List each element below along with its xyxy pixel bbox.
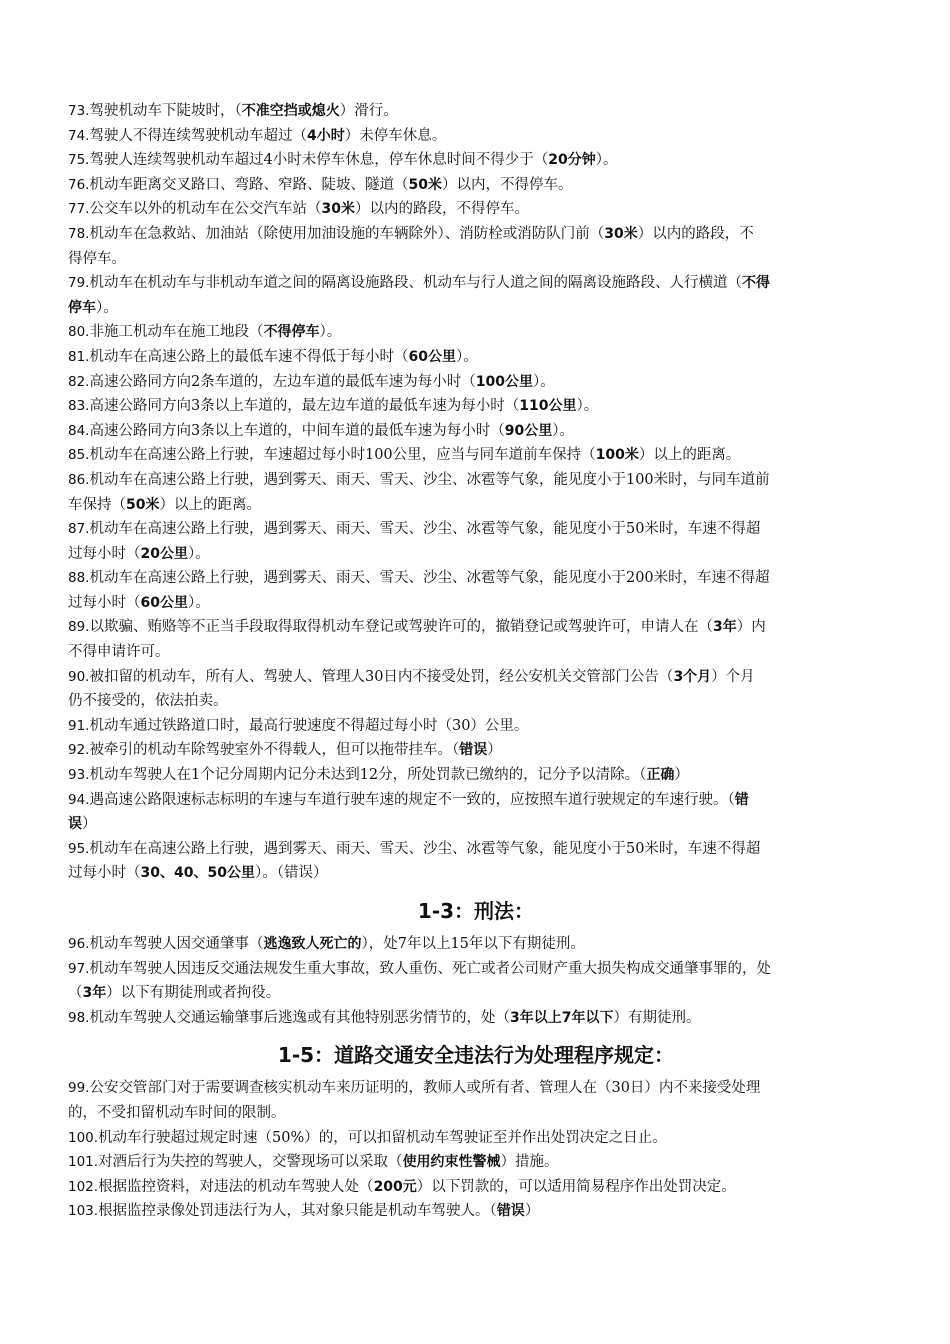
answer-bold: 60公里	[408, 348, 456, 365]
item-line	[68, 957, 884, 982]
item-text: 被牵引的机动车除驾驶室外不得载人，但可以拖带挂车。（	[89, 742, 460, 759]
item-number: 102.	[68, 1178, 99, 1195]
answer-bold: 100公里	[475, 373, 533, 390]
item-number: 98.	[68, 1009, 90, 1026]
item-text: 驾驶机动车下陡坡时，（	[89, 103, 242, 119]
item-text: ）以下有期徒刑或者拘役。	[106, 985, 281, 1002]
item-number: 101.	[68, 1154, 99, 1171]
item-text: 机动车驾驶人交通运输肇事后逃逸或有其他特别恶劣情节的，处（	[89, 1009, 510, 1026]
item-text: 根据监控录像处罚违法行为人，其对象只能是机动车驾驶人。（	[98, 1203, 497, 1220]
item-text: ）。	[455, 348, 478, 365]
item-number: 81.	[68, 348, 90, 365]
answer-bold: 3年	[712, 619, 737, 636]
list-item	[68, 1126, 884, 1151]
item-text: ）。	[595, 152, 618, 169]
item-text: 机动车驾驶人因违反交通法规发生重大事故，致人重伤、死亡或者公司财产重大损失构成交通肇事罪的，处	[89, 960, 771, 977]
list-item	[68, 615, 884, 664]
answer-bold: 不得	[741, 275, 770, 292]
item-text: ）。	[319, 324, 342, 341]
item-text: 机动车在急救站、加油站（除使用加油设施的车辆除外）、消防栓或消防队门前（	[89, 225, 605, 242]
item-line	[68, 320, 884, 345]
answer-bold: 30米	[604, 225, 638, 242]
list-item	[68, 788, 884, 837]
item-line	[68, 173, 884, 198]
item-line	[68, 370, 884, 395]
item-line	[68, 1076, 884, 1101]
item-text: ）。	[187, 594, 210, 611]
list-item	[68, 1150, 884, 1175]
list-item	[68, 173, 884, 198]
item-number: 94.	[68, 791, 90, 808]
item-text: 机动车在高速公路上行驶，遇到雾天、雨天、雪天、沙尘、冰雹等气象，能见度小于50米时，车速不得超	[89, 521, 761, 538]
answer-bold: 90公里	[504, 422, 553, 439]
answer-bold: 误	[68, 816, 82, 833]
answer-bold: 使用约束性警械	[402, 1154, 501, 1171]
item-text: 车保持（	[68, 496, 126, 513]
item-text: 对酒后行为失控的驾驶人，交警现场可以采取（	[98, 1154, 403, 1171]
item-text: 的，不受扣留机动车时间的限制。	[68, 1104, 286, 1121]
list-item	[68, 837, 884, 886]
item-line	[68, 345, 884, 370]
item-text: 得停车。	[68, 250, 126, 267]
list-item	[68, 517, 884, 566]
list-item	[68, 1006, 884, 1031]
item-line	[68, 394, 884, 419]
item-text: 不得申请许可。	[68, 644, 170, 661]
item-line	[68, 591, 884, 616]
item-number: 73.	[68, 103, 90, 119]
item-text: ）以内的路段，不得停车。	[354, 201, 529, 218]
section-heading-criminal-law: 1-3：刑法：	[417, 899, 535, 923]
list-item	[68, 738, 884, 763]
list-item	[68, 99, 884, 124]
item-number: 89.	[68, 619, 90, 636]
item-number: 76.	[68, 176, 90, 193]
item-text: 机动车在高速公路上行驶，遇到雾天、雨天、雪天、沙尘、冰雹等气象，能见度小于100米时，与同车道前	[89, 471, 770, 488]
answer-bold: 50米	[126, 496, 160, 513]
item-text: 驾驶人连续驾驶机动车超过4小时未停车休息，停车休息时间不得少于（	[89, 152, 549, 169]
item-text: 以欺骗、贿赂等不正当手段取得取得机动车登记或驾驶许可的，撤销登记或驾驶许可，申请人在（	[89, 619, 713, 636]
item-number: 87.	[68, 521, 90, 538]
item-text: ）。	[576, 398, 599, 415]
item-text: ）以上的距离。	[159, 496, 261, 513]
section-procedure	[68, 1076, 884, 1224]
section-traffic-rules	[68, 99, 884, 886]
item-number: 99.	[68, 1080, 90, 1097]
answer-bold: 30、40、50公里	[140, 865, 255, 882]
item-line	[68, 763, 884, 788]
item-number: 82.	[68, 373, 90, 390]
list-item	[68, 419, 884, 444]
item-text: 公交车以外的机动车在公交汽车站（	[89, 201, 322, 218]
list-item	[68, 1076, 884, 1125]
item-text: 机动车在高速公路上行驶，遇到雾天、雨天、雪天、沙尘、冰雹等气象，能见度小于200米时，车速不得超	[89, 570, 770, 587]
item-text: 高速公路同方向3条以上车道的，最左边车道的最低车速为每小时（	[89, 398, 520, 415]
item-line	[68, 124, 884, 149]
item-number: 93.	[68, 767, 90, 784]
item-text: 机动车通过铁路道口时，最高行驶速度不得超过每小时（30）公里。	[89, 717, 529, 734]
item-text: 机动车行驶超过规定时速（50%）的，可以扣留机动车驾驶证至并作出处罚决定之日止。	[98, 1129, 667, 1146]
item-text: 机动车距离交叉路口、弯路、窄路、陡坡、隧道（	[89, 176, 409, 193]
item-text: （	[68, 985, 83, 1002]
item-number: 77.	[68, 201, 90, 218]
answer-bold: 110公里	[519, 398, 577, 415]
list-item	[68, 271, 884, 320]
list-item	[68, 222, 884, 271]
answer-bold: 60公里	[140, 594, 188, 611]
item-line	[68, 296, 884, 321]
item-text: ）	[674, 767, 689, 784]
item-text: ）有期徒刑。	[613, 1009, 701, 1026]
item-text: 遇高速公路限速标志标明的车速与车道行驶车速的规定不一致的，应按照车道行驶规定的车速行驶。（	[89, 791, 735, 808]
item-line	[68, 222, 884, 247]
item-line	[68, 1006, 884, 1031]
answer-bold: 4小时	[306, 127, 345, 144]
list-item	[68, 468, 884, 517]
item-number: 75.	[68, 152, 90, 169]
item-text: ）。	[532, 373, 555, 390]
answer-bold: 正确	[646, 767, 675, 784]
list-item	[68, 148, 884, 173]
item-number: 88.	[68, 570, 90, 587]
item-number: 90.	[68, 668, 90, 685]
answer-bold: 200元	[373, 1178, 417, 1195]
item-text: 过每小时（	[68, 594, 141, 611]
item-text: 高速公路同方向3条以上车道的，中间车道的最低车速为每小时（	[89, 422, 505, 439]
item-text: ）	[82, 816, 97, 833]
item-text: 过每小时（	[68, 545, 141, 562]
item-text: 非施工机动车在施工地段（	[89, 324, 264, 341]
item-line	[68, 197, 884, 222]
answer-bold: 3个月	[673, 668, 712, 685]
item-number: 78.	[68, 225, 90, 242]
item-line	[68, 738, 884, 763]
item-line	[68, 714, 884, 739]
item-line	[68, 981, 884, 1006]
item-line	[68, 566, 884, 591]
item-line	[68, 932, 884, 957]
list-item	[68, 124, 884, 149]
list-item	[68, 714, 884, 739]
section-heading-procedure: 1-5：道路交通安全违法行为处理程序规定：	[277, 1043, 675, 1068]
item-number: 96.	[68, 936, 90, 952]
item-number: 97.	[68, 960, 90, 977]
item-number: 79.	[68, 275, 90, 292]
answer-bold: 错误	[459, 742, 488, 759]
item-text: 驾驶人不得连续驾驶机动车超过（	[89, 127, 307, 144]
item-text: 机动车在机动车与非机动车道之间的隔离设施路段、机动车与行人道之间的隔离设施路段、人行横道（	[89, 275, 742, 292]
section-criminal-law	[68, 932, 884, 1030]
list-item	[68, 566, 884, 615]
item-line	[68, 443, 884, 468]
item-text: ）。	[552, 422, 574, 439]
item-text: 机动车驾驶人因交通肇事（	[89, 936, 264, 952]
list-item	[68, 370, 884, 395]
item-line	[68, 837, 884, 862]
list-item	[68, 320, 884, 345]
item-line	[68, 99, 884, 124]
item-text: 机动车在高速公路上行驶，遇到雾天、雨天、雪天、沙尘、冰雹等气象，能见度小于50米时，车速不得超	[89, 840, 761, 857]
item-text: ）未停车休息。	[344, 127, 447, 144]
item-number: 86.	[68, 471, 90, 488]
item-text: ）以内，不得停车。	[441, 176, 573, 193]
item-line	[68, 665, 884, 690]
item-text: 被扣留的机动车，所有人、驾驶人、管理人30日内不接受处罚，经公安机关交管部门公告（	[89, 668, 674, 685]
answer-bold: 3年	[82, 985, 107, 1002]
item-line	[68, 419, 884, 444]
item-number: 91.	[68, 717, 90, 734]
item-line	[68, 689, 884, 714]
item-line	[68, 615, 884, 640]
item-text: ）。（错误）	[254, 865, 328, 882]
list-item	[68, 665, 884, 714]
item-line	[68, 1126, 884, 1151]
item-text: ），处7年以上15年以下有期徒刑。	[361, 936, 585, 952]
item-text: ）内	[736, 619, 766, 636]
item-text: 机动车在高速公路上的最低车速不得低于每小时（	[89, 348, 409, 365]
item-line	[68, 812, 884, 837]
answer-bold: 错	[734, 791, 749, 808]
answer-bold: 50米	[408, 176, 442, 193]
item-line	[68, 1199, 884, 1224]
item-line	[68, 493, 884, 518]
item-text: ）	[524, 1203, 540, 1220]
answer-bold: 30米	[321, 201, 355, 218]
item-text: 根据监控资料，对违法的机动车驾驶人处（	[98, 1178, 374, 1195]
list-item	[68, 197, 884, 222]
list-item	[68, 345, 884, 370]
item-number: 74.	[68, 127, 90, 144]
item-line	[68, 1101, 884, 1126]
list-item	[68, 394, 884, 419]
item-text: ）以内的路段，不	[637, 225, 754, 242]
item-number: 103.	[68, 1203, 99, 1220]
answer-bold: 20分钟	[548, 152, 596, 169]
item-text: ）以上的距离。	[638, 447, 741, 464]
answer-bold: 逃逸致人死亡的	[263, 936, 362, 952]
item-text: 过每小时（	[68, 865, 141, 882]
item-number: 84.	[68, 422, 90, 439]
item-text: ）。	[96, 299, 118, 316]
item-line	[68, 271, 884, 296]
list-item	[68, 1175, 884, 1200]
list-item	[68, 957, 884, 1006]
item-line	[68, 861, 884, 886]
item-line	[68, 468, 884, 493]
item-number: 95.	[68, 840, 90, 857]
item-number: 85.	[68, 447, 90, 464]
list-item	[68, 763, 884, 788]
answer-bold: 3年以上7年以下	[509, 1009, 614, 1026]
answer-bold: 不准空挡或熄火	[241, 103, 340, 119]
item-text: ）	[487, 742, 502, 759]
item-line	[68, 517, 884, 542]
item-number: 83.	[68, 398, 90, 415]
item-line	[68, 788, 884, 813]
item-line	[68, 1175, 884, 1200]
item-text: 高速公路同方向2条车道的，左边车道的最低车速为每小时（	[89, 373, 476, 390]
list-item	[68, 443, 884, 468]
item-number: 80.	[68, 324, 90, 341]
item-text: 机动车驾驶人在1个记分周期内记分未达到12分，所处罚款已缴纳的，记分予以清除。（	[89, 767, 647, 784]
item-text: ）措施。	[500, 1154, 559, 1171]
item-text: ）个月	[711, 668, 755, 685]
list-item	[68, 1199, 884, 1224]
item-text: ）以下罚款的，可以适用简易程序作出处罚决定。	[416, 1178, 736, 1195]
item-number: 92.	[68, 742, 90, 759]
document-content	[68, 99, 884, 1224]
item-text: ）。	[187, 545, 210, 562]
item-text: 机动车在高速公路上行驶，车速超过每小时100公里，应当与同车道前车保持（	[89, 447, 596, 464]
item-line	[68, 1150, 884, 1175]
item-text: ）滑行。	[339, 103, 398, 119]
item-line	[68, 640, 884, 665]
list-item	[68, 932, 884, 957]
item-line	[68, 247, 884, 272]
answer-bold: 不得停车	[263, 324, 320, 341]
item-text: 公安交管部门对于需要调查核实机动车来历证明的，教师人或所有者、管理人在（30日）内不来接受处理	[89, 1080, 761, 1097]
answer-bold: 停车	[68, 299, 96, 316]
item-line	[68, 148, 884, 173]
item-text: 仍不接受的，依法拍卖。	[68, 693, 228, 710]
answer-bold: 100米	[595, 447, 639, 464]
item-line	[68, 542, 884, 567]
item-number: 100.	[68, 1129, 99, 1146]
answer-bold: 错误	[496, 1203, 525, 1220]
answer-bold: 20公里	[140, 545, 188, 562]
